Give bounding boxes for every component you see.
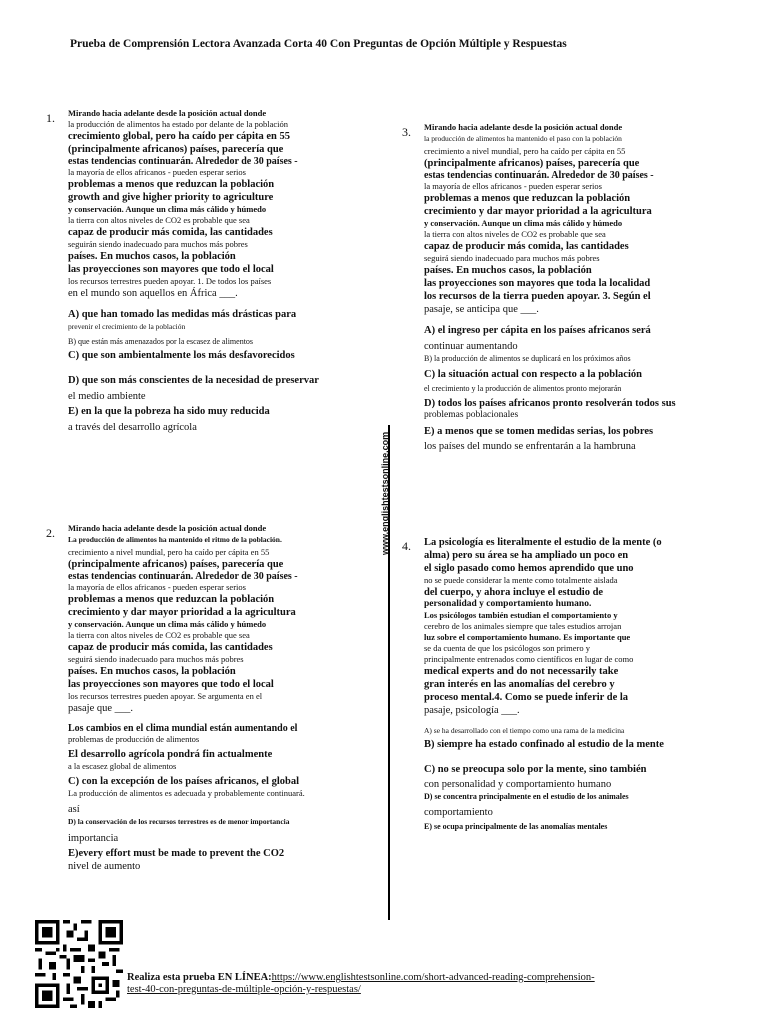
q2-passage-line: Mirando hacia adelante desde la posición actual donde: [68, 523, 267, 533]
q2-passage-line: pasaje que ___.: [68, 703, 134, 714]
q4-option-e: E) se ocupa principalmente de las anomalías mentales: [424, 822, 608, 831]
q2-passage-line: crecimiento a nivel mundial, pero ha caído per cápita en 55: [68, 547, 270, 557]
q1-passage-line: problemas a menos que reduzcan la población: [68, 179, 275, 190]
question-1: [68, 108, 319, 434]
q2-passage-line: la tierra con altos niveles de CO2 es probable que sea: [68, 630, 250, 640]
q4-passage-line: principalmente entrenados como científicos en lugar de como: [424, 654, 634, 664]
q1-passage-line: y conservación. Aunque un clima más cálido y húmedo: [68, 204, 267, 214]
q1-passage-line: la producción de alimentos ha estado por delante de la población: [68, 119, 288, 129]
q4-passage-line: proceso mental.4. Como se puede inferir de la: [424, 692, 629, 703]
q3-option-c: C) la situación actual con respecto a la población: [424, 369, 642, 380]
q4-option-a: A) se ha desarrollado con el tiempo como una rama de la medicina: [424, 726, 625, 735]
q3-passage-line: las proyecciones son mayores que toda la localidad: [424, 278, 651, 289]
footer-label: Realiza esta prueba EN LÍNEA:: [127, 972, 272, 983]
q4-passage-line: luz sobre el comportamiento humano. Es importante que: [424, 632, 631, 642]
q1-passage-line: la tierra con altos niveles de CO2 es probable que sea: [68, 215, 250, 225]
q1-passage-line: growth and give higher priority to agriculture: [68, 192, 274, 203]
q2-option-c-cont: La producción de alimentos es adecuada y probablemente continuará.: [68, 788, 305, 798]
q1-passage-line: estas tendencias continuarán. Alrededor de 30 países -: [68, 156, 298, 167]
q3-passage-line: (principalmente africanos) países, parecería que: [424, 158, 640, 169]
q3-passage-line: crecimiento a nivel mundial, pero ha caído per cápita en 55: [424, 146, 626, 156]
q4-passage-line: se da cuenta de que los psicólogos son primero y: [424, 643, 590, 653]
q2-passage-line: capaz de producir más comida, las cantidades: [68, 642, 273, 653]
q3-option-a: A) el ingreso per cápita en los países africanos será: [424, 325, 651, 336]
question-3: [424, 122, 676, 453]
q1-passage-line: los recursos terrestres pueden apoyar. 1. De todos los países: [68, 276, 272, 286]
q3-passage-line: la producción de alimentos ha mantenido el paso con la población: [424, 134, 622, 143]
q3-passage-line: y conservación. Aunque un clima más cálido y húmedo: [424, 218, 623, 228]
q2-passage-line: la mayoría de ellos africanos - pueden esperar serios: [68, 582, 246, 592]
q3-passage-line: los recursos de la tierra pueden apoyar. 3. Según el: [424, 291, 651, 302]
footer-link[interactable]: https://www.englishtestsonline.com/short-advanced-reading-comprehension-: [271, 972, 595, 983]
q4-passage-line: Los psicólogos también estudian el comportamiento y: [424, 610, 618, 620]
qr-code: [34, 920, 124, 1008]
q1-passage-line: las proyecciones son mayores que todo el local: [68, 264, 274, 275]
question-2: [68, 523, 305, 873]
q2-passage-line: los recursos terrestres pueden apoyar. Se argumenta en el: [68, 691, 263, 701]
q3-option-d: D) todos los países africanos pronto resolverán todos sus: [424, 398, 676, 409]
q2-passage-line: las proyecciones son mayores que todo el local: [68, 679, 274, 690]
q3-passage-line: crecimiento y dar mayor prioridad a la agricultura: [424, 206, 652, 217]
q4-passage-line: medical experts and do not necessarily take: [424, 666, 619, 677]
q2-passage-line: y conservación. Aunque un clima más cálido y húmedo: [68, 619, 267, 629]
q1-option-b: B) que están más amenazados por la escasez de alimentos: [68, 337, 254, 346]
q3-option-c-cont: el crecimiento y la producción de alimentos pronto mejorarán: [424, 384, 622, 393]
q2-passage-line: estas tendencias continuarán. Alrededor de 30 países -: [68, 571, 298, 582]
q2-option-c-cont2: así: [68, 804, 80, 815]
q4-option-d-cont: comportamiento: [424, 807, 493, 818]
q4-passage-line: del cuerpo, y ahora incluye el estudio de: [424, 587, 604, 598]
q4-passage-line: personalidad y comportamiento humano.: [424, 599, 592, 609]
question-2-number: 2.: [46, 526, 55, 540]
q2-passage-line: seguirá siendo inadecuado para muchos más pobres: [68, 654, 244, 664]
q1-passage-line: (principalmente africanos) países, parecería que: [68, 144, 284, 155]
site-watermark-text: www.englishtestsonline.com: [380, 431, 390, 555]
q4-passage-line: La psicología es literalmente el estudio de la mente (o: [424, 537, 662, 548]
q2-option-d: D) la conservación de los recursos terrestres es de menor importancia: [68, 817, 290, 826]
question-3-number: 3.: [402, 125, 411, 139]
q4-passage-line: pasaje, psicología ___.: [424, 705, 520, 716]
q2-passage-line: (principalmente africanos) países, parecería que: [68, 559, 284, 570]
q2-option-e-cont: nivel de aumento: [68, 861, 141, 872]
q3-passage-line: problemas a menos que reduzcan la población: [424, 193, 631, 204]
question-1-number: 1.: [46, 111, 55, 125]
q3-passage-line: la mayoría de ellos africanos - pueden esperar serios: [424, 181, 602, 191]
q2-option-d-cont: importancia: [68, 833, 119, 844]
q3-option-a-cont: continuar aumentando: [424, 341, 518, 352]
q1-option-a: A) que han tomado las medidas más drásticas para: [68, 309, 297, 320]
q3-passage-line: seguirá siendo inadecuado para muchos más pobres: [424, 253, 600, 263]
q4-passage-line: cerebro de los animales siempre que tales estudios arrojan: [424, 621, 622, 631]
q3-option-b: B) la producción de alimentos se duplicará en los próximos años: [424, 354, 631, 363]
q1-option-e: E) en la que la pobreza ha sido muy reducida: [68, 406, 270, 417]
q1-option-a-cont: prevenir el crecimiento de la población: [68, 322, 186, 331]
page-title: Prueba de Comprensión Lectora Avanzada Corta 40 Con Preguntas de Opción Múltiple y Respuestas: [70, 38, 567, 50]
q1-passage-line: países. En muchos casos, la población: [68, 251, 236, 262]
q4-passage-line: alma) pero su área se ha ampliado un poco en: [424, 550, 629, 561]
q2-option-b: El desarrollo agrícola pondrá fin actualmente: [68, 749, 273, 760]
q3-passage-line: pasaje, se anticipa que ___.: [424, 304, 539, 315]
q3-passage-line: países. En muchos casos, la población: [424, 265, 592, 276]
q1-option-d-cont: el medio ambiente: [68, 391, 146, 402]
q4-option-c-cont: con personalidad y comportamiento humano: [424, 779, 612, 790]
q1-option-e-cont: a través del desarrollo agrícola: [68, 422, 197, 433]
q3-passage-line: Mirando hacia adelante desde la posición actual donde: [424, 122, 623, 132]
q1-passage-line: capaz de producir más comida, las cantidades: [68, 227, 273, 238]
q4-passage-line: no se puede considerar la mente como totalmente aislada: [424, 575, 618, 585]
q2-option-b-cont: a la escasez global de alimentos: [68, 761, 177, 771]
q3-passage-line: la tierra con altos niveles de CO2 es probable que sea: [424, 229, 606, 239]
q2-passage-line: crecimiento y dar mayor prioridad a la agricultura: [68, 607, 296, 618]
q4-passage-line: el siglo pasado como hemos aprendido que uno: [424, 563, 634, 574]
q3-option-e: E) a menos que se tomen medidas serias, los pobres: [424, 426, 654, 437]
q4-passage-line: gran interés en las anomalías del cerebro y: [424, 679, 615, 690]
q1-option-c: C) que son ambientalmente los más desfavorecidos: [68, 350, 295, 361]
q3-option-d-cont: problemas poblacionales: [424, 410, 519, 420]
q3-option-e-cont: los países del mundo se enfrentarán a la hambruna: [424, 441, 636, 452]
q2-passage-line: La producción de alimentos ha mantenido el ritmo de la población.: [68, 535, 282, 544]
q1-passage-line: Mirando hacia adelante desde la posición actual donde: [68, 108, 267, 118]
q4-option-b: B) siempre ha estado confinado al estudio de la mente: [424, 739, 664, 750]
q2-passage-line: problemas a menos que reduzcan la población: [68, 594, 275, 605]
footer-link-cont[interactable]: test-40-con-preguntas-de-múltiple-opción-y-respuestas/: [127, 984, 361, 995]
q1-passage-line: en el mundo son aquellos en África ___.: [68, 288, 238, 299]
q3-passage-line: capaz de producir más comida, las cantidades: [424, 241, 629, 252]
q3-passage-line: estas tendencias continuarán. Alrededor de 30 países -: [424, 170, 654, 181]
q2-option-c: C) con la excepción de los países africanos, el global: [68, 776, 299, 787]
q4-option-c: C) no se preocupa solo por la mente, sino también: [424, 764, 647, 775]
q2-option-a-cont: problemas de producción de alimentos: [68, 734, 200, 744]
q2-option-e: E)every effort must be made to prevent the CO2: [68, 848, 285, 859]
q2-option-a: Los cambios en el clima mundial están aumentando el: [68, 723, 298, 734]
q1-passage-line: la mayoría de ellos africanos - pueden esperar serios: [68, 167, 246, 177]
q2-passage-line: países. En muchos casos, la población: [68, 666, 236, 677]
question-4: [424, 536, 664, 832]
footer: [127, 972, 595, 996]
q1-option-d: D) que son más conscientes de la necesidad de preservar: [68, 375, 319, 386]
q1-passage-line: seguirán siendo inadecuado para muchos más pobres: [68, 239, 248, 249]
q1-passage-line: crecimiento global, pero ha caído per cápita en 55: [68, 131, 290, 142]
question-4-number: 4.: [402, 539, 411, 553]
q4-option-d: D) se concentra principalmente en el estudio de los animales: [424, 792, 629, 801]
